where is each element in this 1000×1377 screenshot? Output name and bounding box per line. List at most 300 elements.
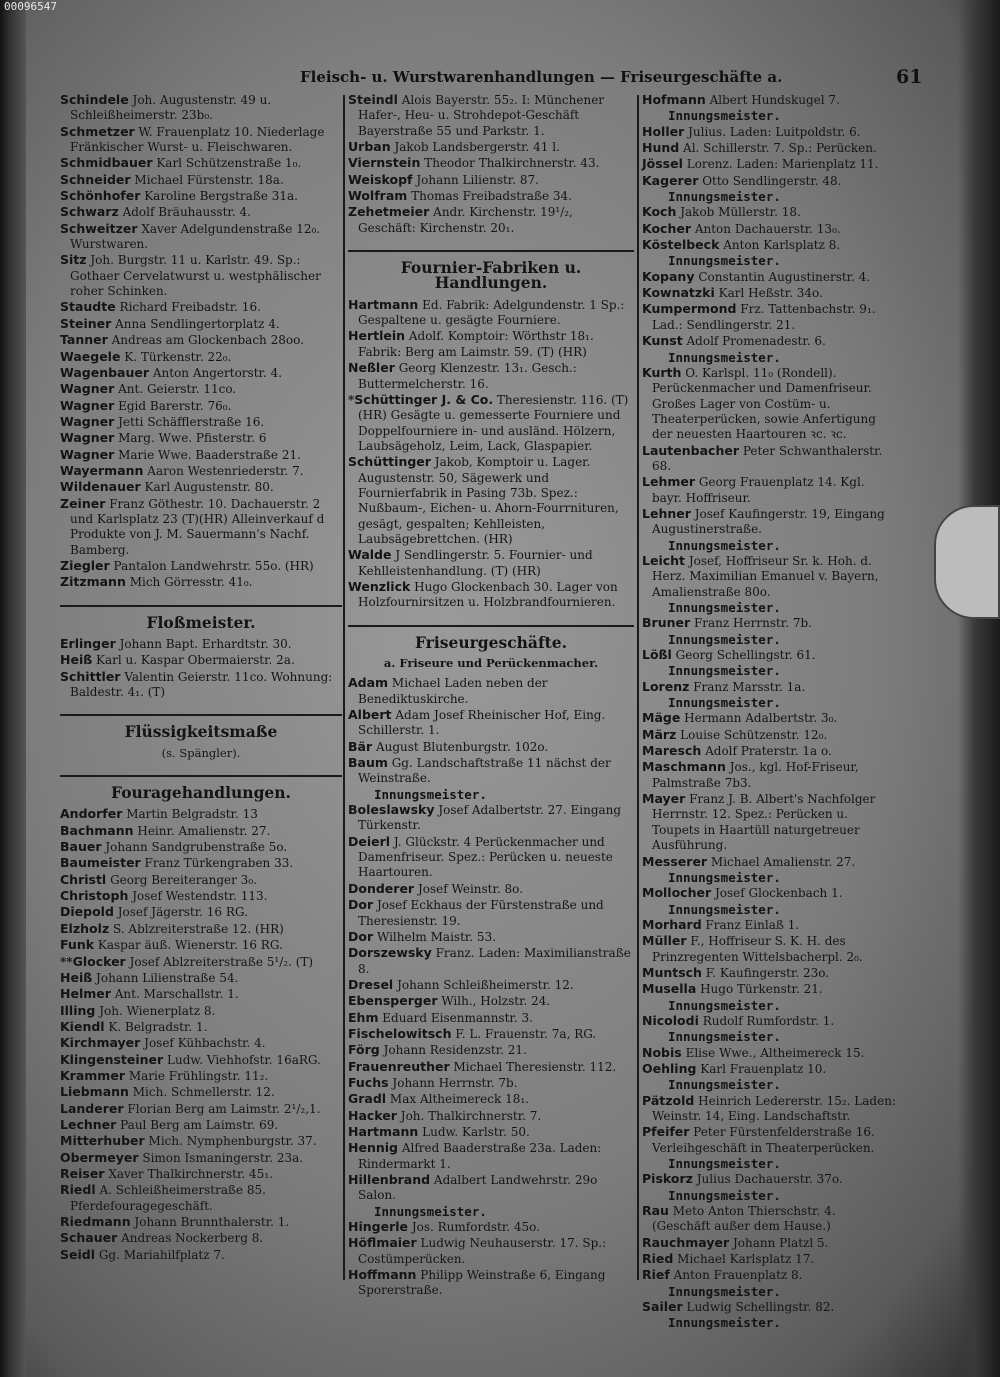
entry-name: Lautenbacher (642, 442, 739, 458)
directory-entry (348, 1235, 634, 1267)
thumb-index-tab (934, 505, 1000, 619)
entry-name: Landerer (60, 1100, 124, 1116)
directory-entry (60, 398, 342, 414)
entry-marker: ** (60, 954, 73, 969)
directory-entry (60, 558, 342, 574)
entry-name: Kirchmayer (60, 1035, 141, 1051)
entry-details: Georg Bereiteranger 3₀. (110, 872, 257, 887)
entry-name: Lorenz (642, 678, 690, 694)
entry-details: Heinrich Ledererstr. 15₂. Laden: Weinstr. 14, Eing. Landschaftstr. (652, 1093, 896, 1123)
scan-id-label: 00096547 (4, 0, 57, 13)
directory-entry (60, 1166, 342, 1182)
directory-entry (60, 447, 342, 463)
entry-name: Neßler (348, 360, 395, 376)
directory-entry (642, 743, 897, 759)
entry-name: Adam (348, 675, 389, 691)
directory-entry (642, 301, 897, 333)
directory-entry (642, 156, 897, 172)
directory-entry (60, 806, 342, 822)
directory-entry (348, 897, 634, 929)
column-3 (642, 92, 897, 1331)
directory-entry (642, 140, 897, 156)
directory-entry (348, 139, 634, 155)
entry-details: Johann Bapt. Erhardtstr. 30. (119, 637, 292, 651)
directory-entry (60, 1182, 342, 1214)
directory-entry (60, 252, 342, 299)
directory-entry (60, 496, 342, 558)
entry-details: Heinr. Amalienstr. 27. (137, 823, 271, 838)
entry-name: Kiendl (60, 1018, 105, 1034)
directory-entry (60, 652, 342, 668)
directory-entry (642, 285, 897, 301)
directory-entry (642, 553, 897, 600)
entry-name: Schüttinger J. & Co. (354, 391, 494, 407)
entry-name: Wayermann (60, 462, 144, 478)
entry-name: Jössel (642, 156, 683, 172)
entry-name: Morhard (642, 916, 702, 932)
entry-details: Meto Anton Thierschstr. 4. (Geschäft außer dem Hause.) (652, 1204, 836, 1234)
entry-details: Josef Adalbertstr. 27. Eingang Türkenstr. (358, 803, 622, 833)
entry-details: Franz Göthestr. 10. Dachauerstr. 2 und Karlsplatz 23 (T)(HR) Alleinverkauf d Produkte von J. M. Sauermann's Nachf. Bamberg. (70, 496, 325, 557)
entry-name: Koch (642, 204, 677, 220)
entry-name: Rauchmayer (642, 1234, 730, 1250)
entry-details: Adolf. Komptoir: Wörthstr 18₁. Fabrik: Berg am Laimstr. 59. (T) (HR) (358, 329, 594, 359)
entry-name: Pfeifer (642, 1124, 690, 1140)
directory-entry (642, 333, 897, 349)
directory-entry (348, 881, 634, 897)
directory-entry (60, 299, 342, 315)
directory-entry (60, 888, 342, 904)
entry-details: Franz Marsstr. 1a. (693, 679, 806, 694)
section-heading: Floßmeister. (146, 612, 256, 632)
entry-name: Muntsch (642, 964, 702, 980)
entry-name: Höflmaier (348, 1235, 417, 1251)
entry-details: Karl Heßstr. 34o. (718, 286, 823, 301)
entry-details: Ludw. Viehhofstr. 16aRG. (167, 1052, 321, 1067)
entry-details: Josef Weinstr. 8o. (417, 881, 524, 896)
directory-entry (348, 204, 634, 236)
directory-entry (348, 1267, 634, 1299)
entry-details: Gg. Landschaftstraße 11 nächst der Weinstraße. (358, 756, 611, 786)
entry-name: Gradl (348, 1091, 387, 1107)
directory-entry (60, 1035, 342, 1051)
entry-name: Piskorz (642, 1171, 693, 1187)
column-divider-right (637, 95, 639, 1280)
entry-details: Pantalon Landwehrstr. 55o. (HR) (113, 558, 314, 573)
directory-entry (642, 981, 897, 997)
innungsmeister-note: Innungsmeister. (668, 869, 781, 885)
entry-name: Obermeyer (60, 1149, 139, 1165)
entry-details: Johann Residenzstr. 21. (383, 1043, 527, 1058)
entry-details: F. Kaufingerstr. 23o. (705, 965, 830, 980)
directory-entry (60, 463, 342, 479)
directory-entry (60, 1117, 342, 1133)
entry-details: Georg Klenzestr. 13₁. Gesch.: Buttermelcherstr. 16. (358, 361, 577, 391)
directory-entry (60, 636, 342, 652)
innungsmeister-note: Innungsmeister. (668, 997, 781, 1013)
entry-details: Jakob, Komptoir u. Lager. Augustenstr. 50, Sägewerk und Fournierfabrik in Pasing 73b. Spez.: Nußbaum-, Eichen- u. Ahorn-Fourrnituren, gesägt, gespalten; Kehlleisten, Laubsägebrettchen. (HR) (358, 455, 619, 546)
directory-entry (642, 221, 897, 237)
entry-details: Julius. Laden: Luitpoldstr. 6. (688, 124, 861, 139)
entry-details: Adolf Promenadestr. 6. (686, 334, 826, 349)
directory-entry (642, 647, 897, 663)
directory-entry (348, 1042, 634, 1058)
entry-details: August Blutenburgstr. 102o. (375, 739, 549, 754)
entry-details: Wilh., Holzstr. 24. (441, 994, 551, 1009)
directory-entry (60, 172, 342, 188)
entry-details: Josef Kühbachstr. 4. (144, 1036, 266, 1051)
directory-entry (348, 755, 634, 787)
directory-entry (348, 1026, 634, 1042)
entry-details: Anton Dachauerstr. 13₀. (694, 221, 841, 236)
innungsmeister-note: Innungsmeister. (668, 1156, 781, 1172)
innungsmeister-note: Innungsmeister. (374, 1203, 487, 1219)
entry-name: Christoph (60, 888, 129, 904)
directory-entry (60, 823, 342, 839)
directory-entry (348, 834, 634, 881)
entry-details: Josef Glockenbach 1. (714, 886, 843, 901)
entry-name: Glocker (72, 953, 126, 969)
entry-name: Schwarz (60, 204, 119, 220)
directory-entry (348, 297, 634, 329)
entry-name: Christl (60, 871, 107, 887)
entry-name: März (642, 726, 677, 742)
directory-entry (348, 1108, 634, 1124)
entry-details: Martin Belgradstr. 13 (126, 807, 258, 822)
directory-entry (642, 759, 897, 791)
entry-details: Adalbert Landwehrstr. 29o Salon. (358, 1173, 598, 1203)
directory-entry (60, 349, 342, 365)
directory-entry (348, 360, 634, 392)
entry-details: Anton Angertorstr. 4. (152, 365, 283, 380)
entry-details: Johann Lilienstr. 87. (416, 172, 539, 187)
entry-details: A. Schleißheimerstraße 85. Pferdefouragegeschäft. (70, 1183, 266, 1213)
entry-name: Wenzlick (348, 578, 411, 594)
entry-details: Gg. Mariahilfplatz 7. (98, 1247, 225, 1262)
directory-entry (60, 1247, 342, 1263)
directory-entry (348, 1172, 634, 1204)
entry-details: Ant. Marschallstr. 1. (114, 987, 239, 1002)
entry-name: Schneider (60, 171, 131, 187)
entry-name: Hennig (348, 1140, 398, 1156)
entry-details: Franz Türkengraben 33. (144, 856, 294, 871)
directory-entry (642, 727, 897, 743)
directory-entry (642, 474, 897, 506)
entry-details: Karl Frauenplatz 10. (700, 1061, 827, 1076)
entry-name: Tanner (60, 332, 108, 348)
entry-marker: * (348, 392, 355, 407)
entry-name: Bauer (60, 839, 102, 855)
directory-entry (348, 707, 634, 739)
entry-details: Andr. Kirchenstr. 19¹/₂, Geschäft: Kirchenstr. 20₁. (358, 205, 573, 235)
entry-name: Musella (642, 981, 697, 997)
entry-name: Lößl (642, 647, 672, 663)
entry-name: Schweitzer (60, 220, 138, 236)
entry-details: F. L. Frauenstr. 7a, RG. (455, 1026, 597, 1041)
entry-name: Dresel (348, 976, 394, 992)
page-number: 61 (896, 66, 923, 88)
entry-details: Ed. Fabrik: Adelgundenstr. 1 Sp.: Gespaltene u. gesägte Fourniere. (358, 297, 625, 328)
entry-details: Theresienstr. 116. (T) (HR) Gesägte u. gemesserte Fourniere und Doppelfourniere in- und ausländ. Hölzern, Laubsägeholz, Leim, Lack, Glaspapier. (358, 392, 629, 453)
entry-details: Egid Barerstr. 76₀. (118, 398, 232, 413)
entry-details: Peter Fürstenfelderstraße 16. Verleihgeschäft in Theaterperücken. (652, 1125, 875, 1155)
directory-entry (348, 1140, 634, 1172)
entry-name: Schmetzer (60, 123, 135, 139)
directory-entry (348, 739, 634, 755)
innungsmeister-note: Innungsmeister. (668, 631, 781, 647)
entry-name: Bruner (642, 615, 691, 631)
entry-name: Wagenbauer (60, 364, 150, 380)
directory-entry (60, 1230, 342, 1246)
entry-name: Frauenreuther (348, 1058, 450, 1074)
entry-name: Kumpermond (642, 301, 737, 317)
directory-entry (348, 547, 634, 579)
directory-entry (348, 993, 634, 1009)
directory-entry (60, 839, 342, 855)
entry-name: Bachmann (60, 822, 134, 838)
directory-entry (60, 414, 342, 430)
entry-details: Hugo Glockenbach 30. Lager von Holzfournirsitzen u. Holzbrandfournieren. (358, 579, 618, 610)
entry-name: Köstelbeck (642, 237, 720, 253)
entry-details: Frz. Tattenbachstr. 9₁. Lad.: Sendlingerstr. 21. (652, 302, 876, 332)
entry-name: Messerer (642, 853, 708, 869)
section-heading: Flüssigkeitsmaße (124, 722, 278, 742)
entry-details: Jos. Rumfordstr. 45o. (411, 1220, 541, 1235)
entry-details: Lorenz. Laden: Marienplatz 11. (686, 157, 879, 172)
entry-details: Michael Fürstenstr. 18a. (134, 172, 284, 187)
entry-name: Mayer (642, 791, 686, 807)
entry-details: Karl Augustenstr. 80. (144, 480, 274, 495)
directory-entry (60, 221, 342, 253)
entry-details: Adolf Praterstr. 1a o. (705, 744, 832, 759)
entry-name: Wagner (60, 397, 115, 413)
entry-name: Hund (642, 140, 680, 156)
directory-entry (642, 173, 897, 189)
entry-name: Urban (348, 139, 391, 155)
entry-name: Klingensteiner (60, 1051, 164, 1067)
entry-details: Johann Schleißheimerstr. 12. (397, 977, 574, 992)
entry-name: Hillenbrand (348, 1172, 431, 1187)
directory-entry (60, 1101, 342, 1117)
directory-entry (642, 965, 897, 981)
entry-name: Krammer (60, 1067, 125, 1083)
entry-name: Helmer (60, 986, 111, 1002)
section-heading: Fouragehandlungen. (111, 783, 291, 803)
entry-details: Josef Jägerstr. 16 RG. (117, 905, 248, 920)
entry-name: Baumeister (60, 855, 141, 871)
entry-details: Johann Sandgrubenstraße 5o. (105, 840, 288, 855)
innungsmeister-note: Innungsmeister. (668, 600, 781, 615)
directory-entry (60, 1214, 342, 1230)
entry-name: Staudte (60, 299, 116, 315)
directory-entry (348, 172, 634, 188)
innungsmeister-note: Innungsmeister. (668, 1315, 781, 1331)
innungsmeister-note: Innungsmeister. (374, 786, 487, 802)
entry-details: Marg. Wwe. Pfisterstr. 6 (118, 431, 267, 446)
directory-entry (642, 1061, 897, 1077)
directory-entry (642, 1203, 897, 1235)
directory-entry (348, 454, 634, 547)
entry-details: Anton Frauenplatz 8. (673, 1268, 803, 1283)
entry-name: Illing (60, 1002, 96, 1018)
directory-entry (642, 679, 897, 695)
directory-entry (348, 977, 634, 993)
entry-name: Zehetmeier (348, 204, 430, 220)
directory-entry (60, 954, 342, 970)
entry-name: Kurth (642, 364, 682, 380)
entry-details: Michael Amalienstr. 27. (710, 854, 856, 869)
directory-entry (642, 237, 897, 253)
directory-entry (60, 381, 342, 397)
innungsmeister-note: Innungsmeister. (668, 189, 781, 205)
entry-details: Jetti Schäfflerstraße 16. (118, 414, 265, 429)
entry-details: Johann Platzl 5. (732, 1235, 829, 1250)
entry-details: Ludwig Neuhauserstr. 17. Sp.: Costümperücken. (358, 1236, 607, 1266)
entry-name: Riedmann (60, 1214, 131, 1229)
directory-entry (642, 791, 897, 853)
directory-entry (60, 921, 342, 937)
entry-details: Otto Sendlingerstr. 48. (702, 173, 842, 188)
entry-details: Julius Dachauerstr. 37o. (696, 1172, 843, 1187)
directory-entry (348, 1124, 634, 1140)
entry-details: Franz. Laden: Maximilianstraße 8. (358, 946, 631, 976)
entry-name: Mäge (642, 710, 681, 726)
entry-name: Rief (642, 1267, 670, 1283)
entry-name: Ziegler (60, 557, 110, 573)
entry-details: Jos., kgl. Hof-Friseur, Palmstraße 7b3. (652, 760, 859, 790)
entry-name: Wagner (60, 413, 115, 429)
entry-details: Mich. Schmellerstr. 12. (132, 1085, 275, 1100)
entry-details: Marie Frühlingstr. 11₂. (128, 1068, 269, 1083)
entry-details: Richard Freibadstr. 16. (119, 300, 261, 315)
directory-entry (60, 986, 342, 1002)
entry-name: Heiß (60, 652, 93, 668)
page-edge (958, 0, 1000, 1377)
entry-name: Kagerer (642, 172, 699, 188)
entry-details: F., Hoffriseur S. K. H. des Prinzregenten Wittelsbacherpl. 2₀. (652, 934, 863, 964)
entry-name: Bär (348, 738, 373, 754)
section-rule (60, 775, 342, 777)
entry-name: Reiser (60, 1165, 105, 1181)
entry-name: Dor (348, 928, 374, 944)
entry-details: Ludwig Schellingstr. 82. (686, 1300, 835, 1315)
entry-name: Förg (348, 1042, 380, 1058)
directory-entry (348, 579, 634, 611)
entry-name: Wagner (60, 446, 115, 462)
entry-name: Viernstein (348, 155, 421, 171)
entry-details: Joh. Thalkirchnerstr. 7. (400, 1108, 542, 1123)
entry-details: Michael Theresienstr. 112. (453, 1059, 617, 1074)
section-heading: Friseurgeschäfte. (414, 632, 568, 652)
section-rule (60, 714, 342, 716)
entry-details: Adolf Bräuhausstr. 4. (122, 205, 251, 220)
entry-details: Alfred Baaderstraße 23a. Laden: Rindermarkt 1. (358, 1141, 602, 1171)
entry-name: Lehner (642, 505, 691, 521)
column-divider-left (343, 95, 345, 1280)
entry-name: Oehling (642, 1060, 697, 1076)
entry-name: Hartmann (348, 296, 419, 312)
entry-name: Baum (348, 755, 388, 771)
entry-details: Xaver Adelgundenstraße 12₀. Wurstwaren. (70, 221, 321, 252)
entry-details: Alois Bayerstr. 55₂. I: Münchener Hafer-, Heu- u. Strohdepot-Geschäft Bayerstraße 55 und Parkstr. 1. (358, 93, 605, 138)
innungsmeister-note: Innungsmeister. (668, 901, 781, 917)
entry-details: Al. Schillerstr. 7. Sp.: Perücken. (683, 141, 877, 156)
entry-details: Ludw. Karlstr. 50. (422, 1124, 530, 1139)
directory-entry (642, 1093, 897, 1125)
directory-entry (642, 269, 897, 285)
entry-name: Deierl (348, 833, 391, 849)
entry-name: Hartmann (348, 1123, 419, 1139)
entry-details: Georg Schellingstr. 61. (675, 648, 816, 663)
directory-entry (60, 1068, 342, 1084)
entry-name: Fischelowitsch (348, 1025, 452, 1041)
directory-entry (60, 872, 342, 888)
entry-name: Pätzold (642, 1092, 695, 1108)
innungsmeister-note: Innungsmeister. (668, 108, 781, 124)
directory-entry (60, 1084, 342, 1100)
entry-details: W. Frauenplatz 10. Niederlage Fränkischer Wurst- u. Fleischwaren. (70, 124, 325, 155)
entry-details: Johann Lilienstraße 54. (96, 970, 239, 985)
entry-details: O. Karlspl. 11₀ (Rondell). Perückenmacher und Damenfriseur. Großes Lager von Costüm- u. Theaterperücken, sowie Anfertigung der neuesten Haartouren ꝛc. ꝛc. (652, 365, 876, 442)
entry-details: K. Belgradstr. 1. (108, 1019, 208, 1034)
innungsmeister-note: Innungsmeister. (668, 349, 781, 365)
directory-entry (60, 1150, 342, 1166)
directory-entry (348, 929, 634, 945)
entry-name: Ried (642, 1251, 674, 1267)
entry-details: J. Glückstr. 4 Perückenmacher und Damenfriseur. Spez.: Perücken u. neueste Haartouren. (358, 834, 613, 880)
entry-details: Karl Schützenstraße 1₀. (156, 156, 302, 171)
entry-name: Diepold (60, 904, 114, 920)
entry-name: Müller (642, 933, 687, 949)
entry-details: J Sendlingerstr. 5. Fournier- und Kehlleistenhandlung. (T) (HR) (358, 548, 593, 578)
column-2 (348, 92, 634, 1299)
section-subheading: a. Friseure und Perückenmacher. (383, 656, 599, 670)
directory-entry (60, 188, 342, 204)
directory-entry (348, 392, 634, 454)
entry-details: Valentin Geierstr. 11co. Wohnung: Baldestr. 4₁. (T) (70, 669, 333, 700)
directory-entry (642, 204, 897, 220)
entry-name: Hingerle (348, 1219, 408, 1235)
directory-entry (60, 124, 342, 156)
directory-entry (348, 155, 634, 171)
entry-name: Steindl (348, 92, 398, 107)
entry-details: Kaspar äuß. Wienerstr. 16 RG. (97, 938, 283, 953)
entry-name: Nicolodi (642, 1012, 699, 1028)
entry-details: Josef Ablzreiterstraße 5¹/₂. (T) (129, 954, 314, 969)
directory-entry (348, 1059, 634, 1075)
section-heading: Fournier-Fabriken u. Handlungen. (400, 258, 582, 293)
entry-details: Josef Eckhaus der Fürstenstraße und Theresienstr. 19. (358, 898, 604, 928)
entry-name: Elzholz (60, 920, 110, 936)
entry-details: Anton Karlsplatz 8. (723, 238, 841, 253)
entry-details: Philipp Weinstraße 6, Eingang Sporerstraße. (358, 1268, 606, 1298)
entry-details: Eduard Eisenmannstr. 3. (382, 1010, 533, 1025)
entry-details: Wilhelm Maistr. 53. (376, 929, 497, 944)
innungsmeister-note: Innungsmeister. (668, 663, 781, 679)
entry-name: Kocher (642, 220, 692, 236)
entry-name: Hofmann (642, 92, 706, 107)
entry-details: Karoline Bergstraße 31a. (144, 189, 298, 204)
innungsmeister-note: Innungsmeister. (668, 1029, 781, 1045)
directory-entry (60, 970, 342, 986)
entry-name: Ebensperger (348, 993, 438, 1009)
entry-details: Andreas Nockerberg 8. (121, 1231, 264, 1246)
directory-entry (348, 675, 634, 707)
entry-details: Adam Josef Rheinischer Hof, Eing. Schillerstr. 1. (358, 708, 606, 738)
directory-entry (348, 1091, 634, 1107)
entry-name: Zitzmann (60, 574, 126, 590)
innungsmeister-note: Innungsmeister. (668, 537, 781, 553)
